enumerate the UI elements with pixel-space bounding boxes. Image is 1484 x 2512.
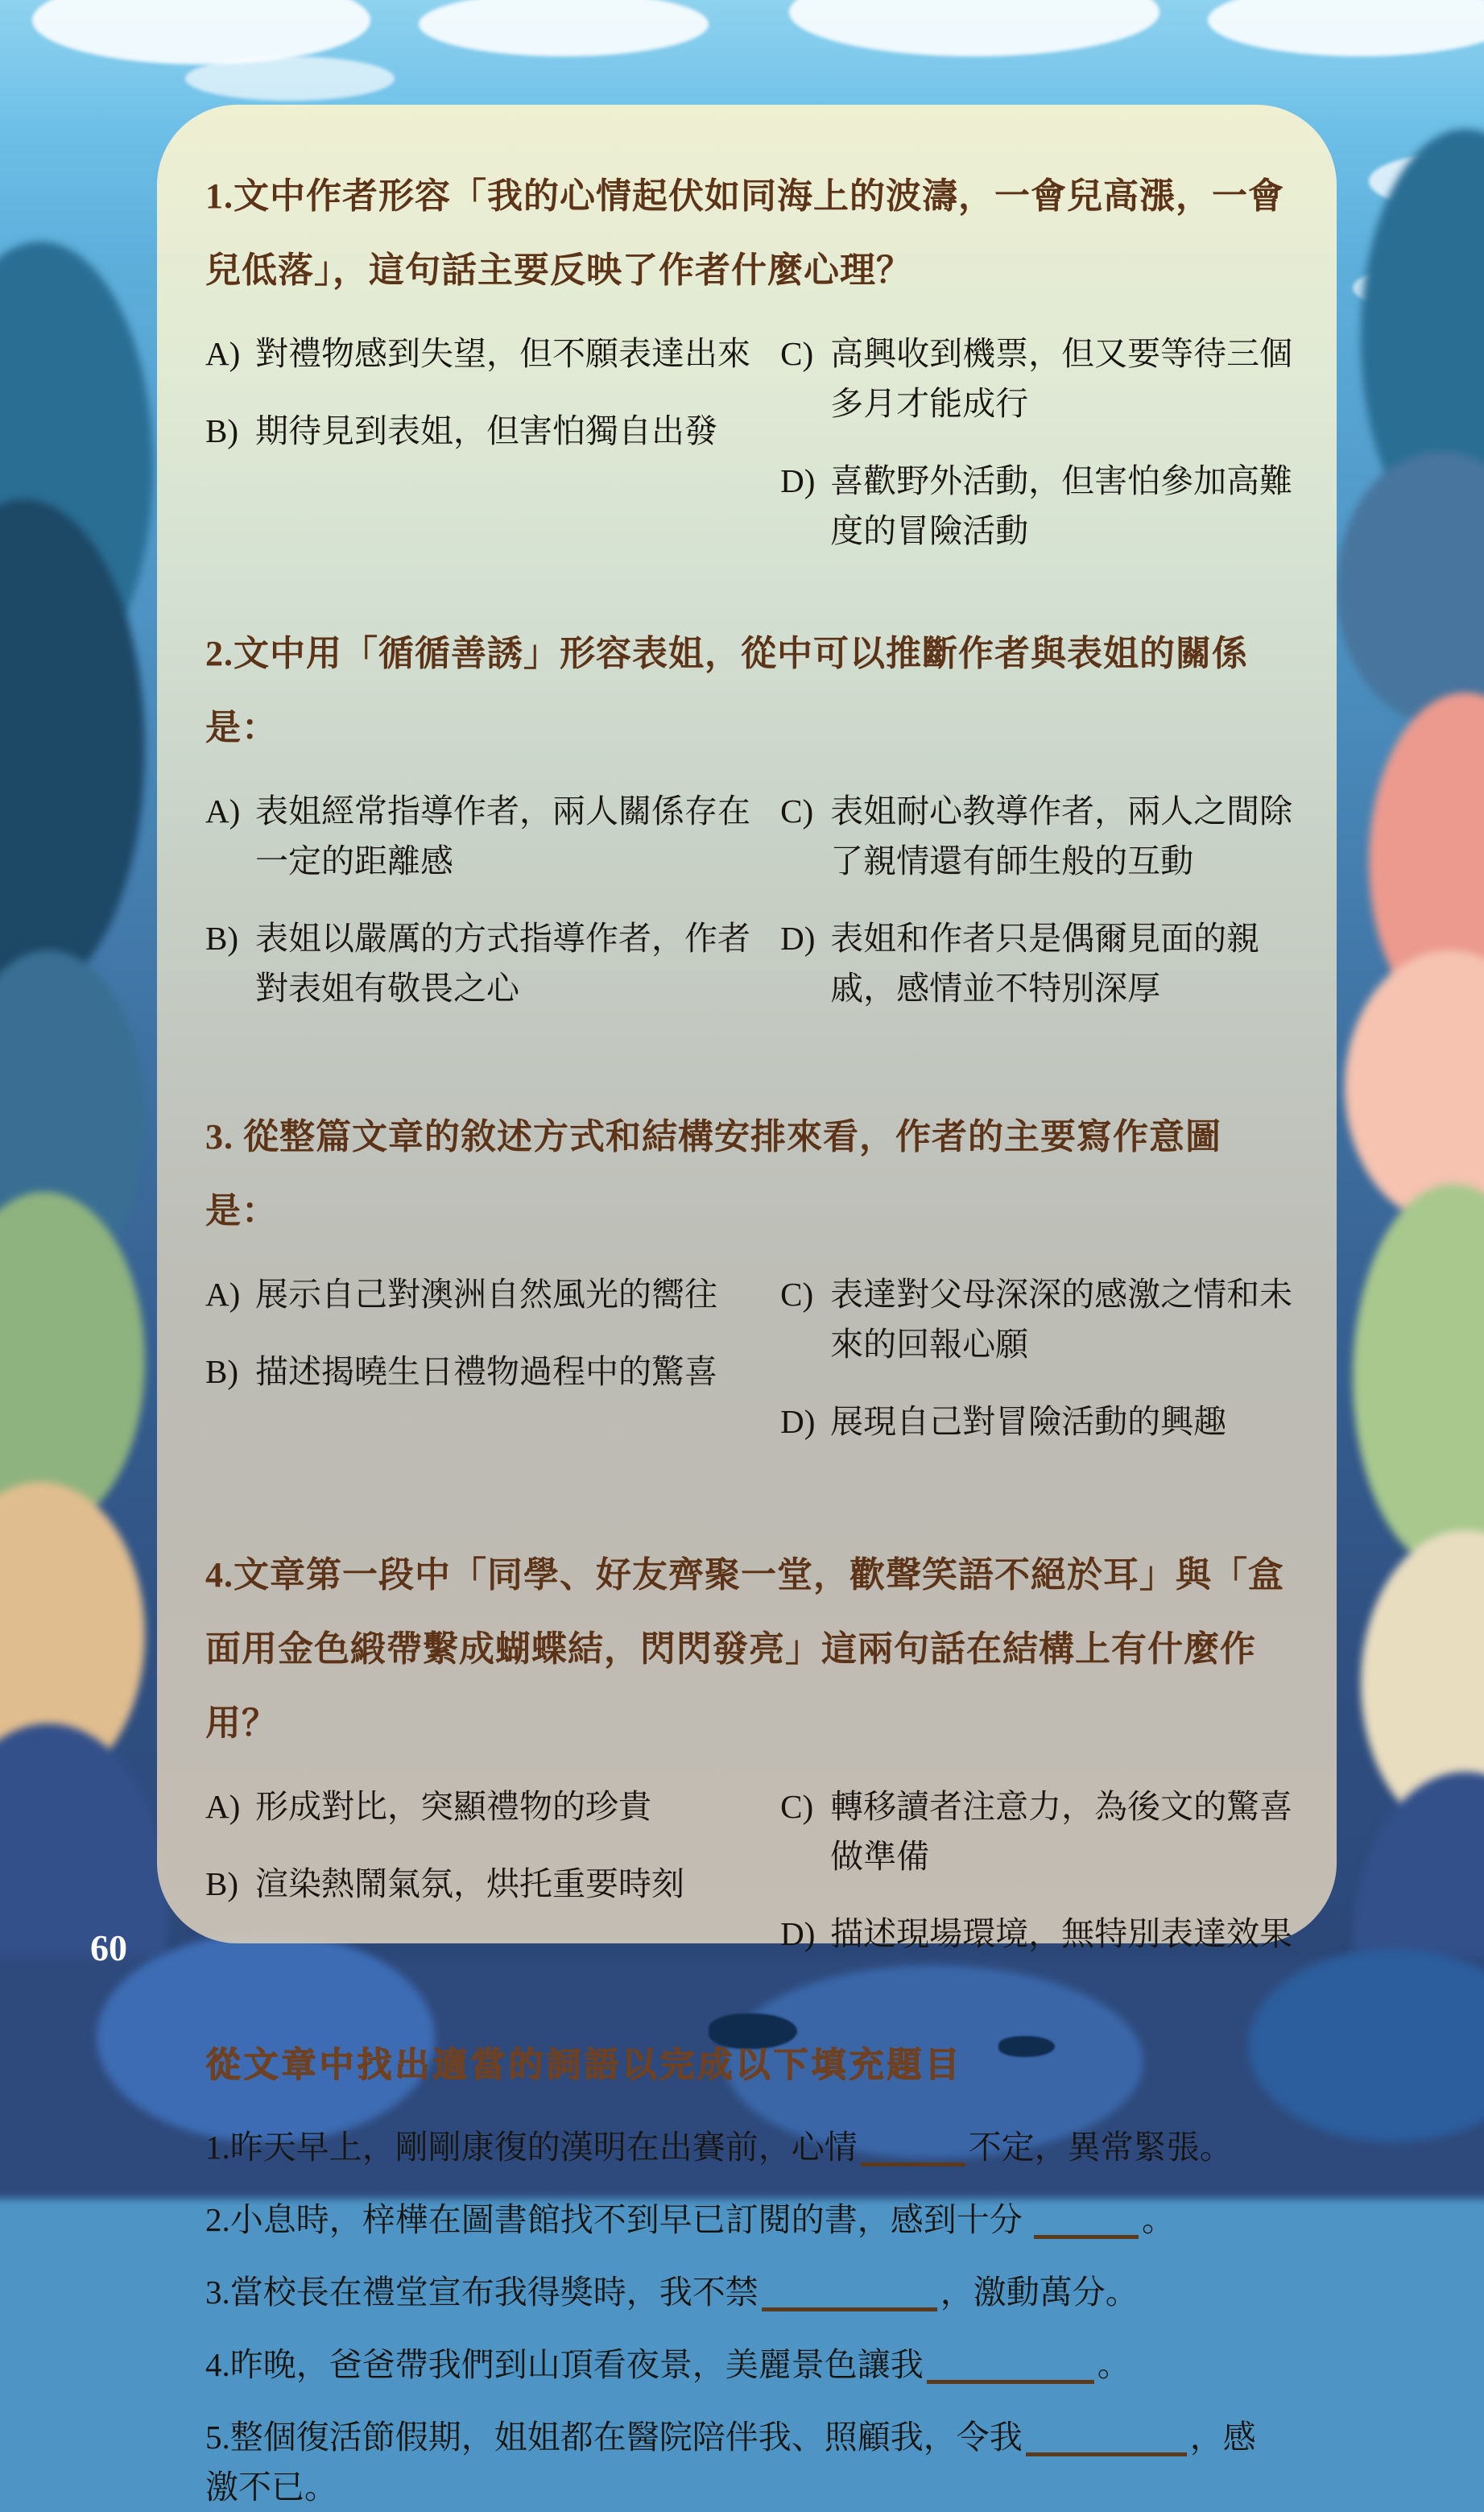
option-1b bbox=[205, 406, 774, 456]
option-2a-label: A) bbox=[205, 793, 241, 830]
question-3-title: 3. 從整篇文章的敘述方式和結構安排來看，作者的主要寫作意圖是： bbox=[205, 1117, 1222, 1231]
bg-cloud bbox=[789, 0, 1160, 56]
option-2d-label: D) bbox=[780, 920, 816, 957]
option-1a-label: A) bbox=[205, 335, 241, 372]
option-4b bbox=[205, 1859, 774, 1909]
option-4a-text: 形成對比，突顯禮物的珍貴 bbox=[255, 1788, 651, 1825]
question-3 bbox=[205, 1100, 1293, 1474]
question-3-options-left bbox=[205, 1269, 774, 1474]
option-3b-label: B) bbox=[205, 1353, 238, 1390]
question-1-title: 1.文中作者形容「我的心情起伏如同海上的波濤，一會兒高漲，一會兒低落」，這句話主要反映了作者什麼心理？ bbox=[205, 176, 1284, 290]
option-3d-text: 展現自己對冒險活動的興趣 bbox=[830, 1403, 1227, 1440]
answer-blank-1 bbox=[861, 2162, 965, 2166]
option-3a-text: 展示自己對澳洲自然風光的嚮往 bbox=[255, 1276, 717, 1313]
question-1-options-left bbox=[205, 329, 774, 583]
option-2d-text: 表姐和作者只是偶爾見面的親戚，感情並不特別深厚 bbox=[830, 920, 1260, 1007]
fill-item-1-post: 不定，異常緊張。 bbox=[968, 2129, 1233, 2166]
option-2c-label: C) bbox=[780, 793, 814, 830]
option-4a-label: A) bbox=[205, 1788, 241, 1825]
option-1d-text: 喜歡野外活動，但害怕參加高難度的冒險活動 bbox=[830, 462, 1293, 549]
fill-item-3-pre: 3.當校長在禮堂宣布我得獎時，我不禁 bbox=[205, 2274, 759, 2311]
option-4d-label: D) bbox=[780, 1915, 816, 1952]
bg-cloud bbox=[419, 0, 709, 56]
answer-blank-4 bbox=[927, 2380, 1094, 2384]
option-3b-text: 描述揭曉生日禮物過程中的驚喜 bbox=[255, 1353, 717, 1390]
bg-seaweed-left bbox=[0, 1192, 145, 1530]
bg-cloud bbox=[32, 0, 370, 64]
option-1b-label: B) bbox=[205, 412, 238, 449]
option-4d bbox=[780, 1909, 1295, 1959]
bg-coral-right bbox=[1337, 451, 1484, 725]
question-4-title: 4.文章第一段中「同學、好友齊聚一堂，歡聲笑語不絕於耳」與「盒面用金色緞帶繫成蝴蝶結，閃閃發亮」這兩句話在結構上有什麼作用？ bbox=[205, 1555, 1284, 1743]
question-2-title: 2.文中用「循循善誘」形容表姐，從中可以推斷作者與表姐的關係是： bbox=[205, 634, 1248, 747]
fill-item-5-post: ，感激不已。 bbox=[205, 2419, 1256, 2506]
page-number: 60 bbox=[90, 1927, 127, 1968]
question-3-options bbox=[205, 1269, 1293, 1474]
option-1a bbox=[205, 329, 774, 379]
option-2c-text: 表姐耐心教導作者，兩人之間除了親情還有師生般的互動 bbox=[830, 793, 1293, 879]
option-2b-label: B) bbox=[205, 920, 238, 957]
fill-item-5-pre: 5.整個復活節假期，姐姐都在醫院陪伴我、照顧我，令我 bbox=[205, 2419, 1023, 2456]
option-2c bbox=[780, 786, 1295, 886]
answer-blank-2 bbox=[1034, 2235, 1139, 2239]
option-2d bbox=[780, 913, 1295, 1013]
option-4b-text: 渲染熱鬧氣氛，烘托重要時刻 bbox=[255, 1865, 684, 1902]
question-2-options-left bbox=[205, 786, 774, 1041]
fill-item-4-post: 。 bbox=[1097, 2346, 1131, 2383]
question-4-options-right bbox=[780, 1782, 1295, 1986]
bg-cloud bbox=[185, 56, 395, 101]
option-4c-label: C) bbox=[780, 1788, 814, 1825]
fill-item-3 bbox=[205, 2267, 1288, 2317]
option-4c bbox=[780, 1782, 1295, 1881]
option-1c-label: C) bbox=[780, 335, 814, 372]
fill-item-2-post: 。 bbox=[1142, 2201, 1175, 2238]
option-3c-text: 表達對父母深深的感激之情和未來的回報心願 bbox=[830, 1276, 1293, 1363]
question-1-options bbox=[205, 329, 1293, 583]
question-2-options-right bbox=[780, 786, 1295, 1041]
fill-item-3-post: ，激動萬分。 bbox=[940, 2274, 1139, 2311]
answer-blank-3 bbox=[762, 2307, 937, 2311]
question-2-options bbox=[205, 786, 1293, 1041]
option-3a bbox=[205, 1269, 774, 1319]
option-3a-label: A) bbox=[205, 1276, 241, 1313]
option-2b bbox=[205, 913, 774, 1013]
fill-item-2 bbox=[205, 2195, 1288, 2245]
question-1 bbox=[205, 159, 1293, 583]
question-1-options-right bbox=[780, 329, 1295, 583]
answer-blank-5 bbox=[1026, 2452, 1187, 2456]
fill-item-1 bbox=[205, 2122, 1288, 2172]
question-3-options-right bbox=[780, 1269, 1295, 1474]
option-4b-label: B) bbox=[205, 1865, 238, 1902]
option-3c bbox=[780, 1269, 1295, 1369]
option-1d bbox=[780, 456, 1295, 556]
option-2a-text: 表姐經常指導作者，兩人關係存在一定的距離感 bbox=[255, 793, 750, 879]
fill-item-4 bbox=[205, 2340, 1288, 2390]
fill-item-1-pre: 1.昨天早上，剛剛康復的漢明在出賽前，心情 bbox=[205, 2129, 858, 2166]
option-1d-label: D) bbox=[780, 462, 816, 499]
option-4c-text: 轉移讀者注意力，為後文的驚喜做準備 bbox=[830, 1788, 1293, 1875]
option-3b bbox=[205, 1347, 774, 1397]
fill-section-heading: 從文章中找出適當的詞語以完成以下填充題目 bbox=[205, 2045, 962, 2085]
option-1c bbox=[780, 329, 1295, 428]
option-3c-label: C) bbox=[780, 1276, 814, 1313]
fill-item-2-pre: 2.小息時，梓樺在圖書館找不到早已訂閱的書，感到十分 bbox=[205, 2201, 1031, 2238]
option-4a bbox=[205, 1782, 774, 1831]
question-4 bbox=[205, 1538, 1293, 1986]
option-3d bbox=[780, 1397, 1295, 1446]
bg-cloud bbox=[1208, 0, 1484, 56]
option-2a bbox=[205, 786, 774, 886]
question-4-options-left bbox=[205, 1782, 774, 1986]
fill-item-5 bbox=[205, 2412, 1288, 2512]
option-1c-text: 高興收到機票，但又要等待三個多月才能成行 bbox=[830, 335, 1293, 422]
worksheet-panel bbox=[157, 105, 1337, 2506]
fill-item-4-pre: 4.昨晚，爸爸帶我們到山頂看夜景，美麗景色讓我 bbox=[205, 2346, 924, 2383]
question-4-options bbox=[205, 1782, 1293, 1986]
option-1b-text: 期待見到表姐，但害怕獨自出發 bbox=[255, 412, 717, 449]
option-3d-label: D) bbox=[780, 1403, 816, 1440]
option-2b-text: 表姐以嚴厲的方式指導作者，作者對表姐有敬畏之心 bbox=[255, 920, 750, 1007]
bg-seaweed-right bbox=[1353, 1184, 1484, 1571]
option-4d-text: 描述現場環境，無特別表達效果 bbox=[830, 1915, 1293, 1952]
bg-coral-right bbox=[1345, 950, 1484, 1224]
question-2 bbox=[205, 617, 1293, 1041]
option-1a-text: 對禮物感到失望，但不願表達出來 bbox=[255, 335, 750, 372]
